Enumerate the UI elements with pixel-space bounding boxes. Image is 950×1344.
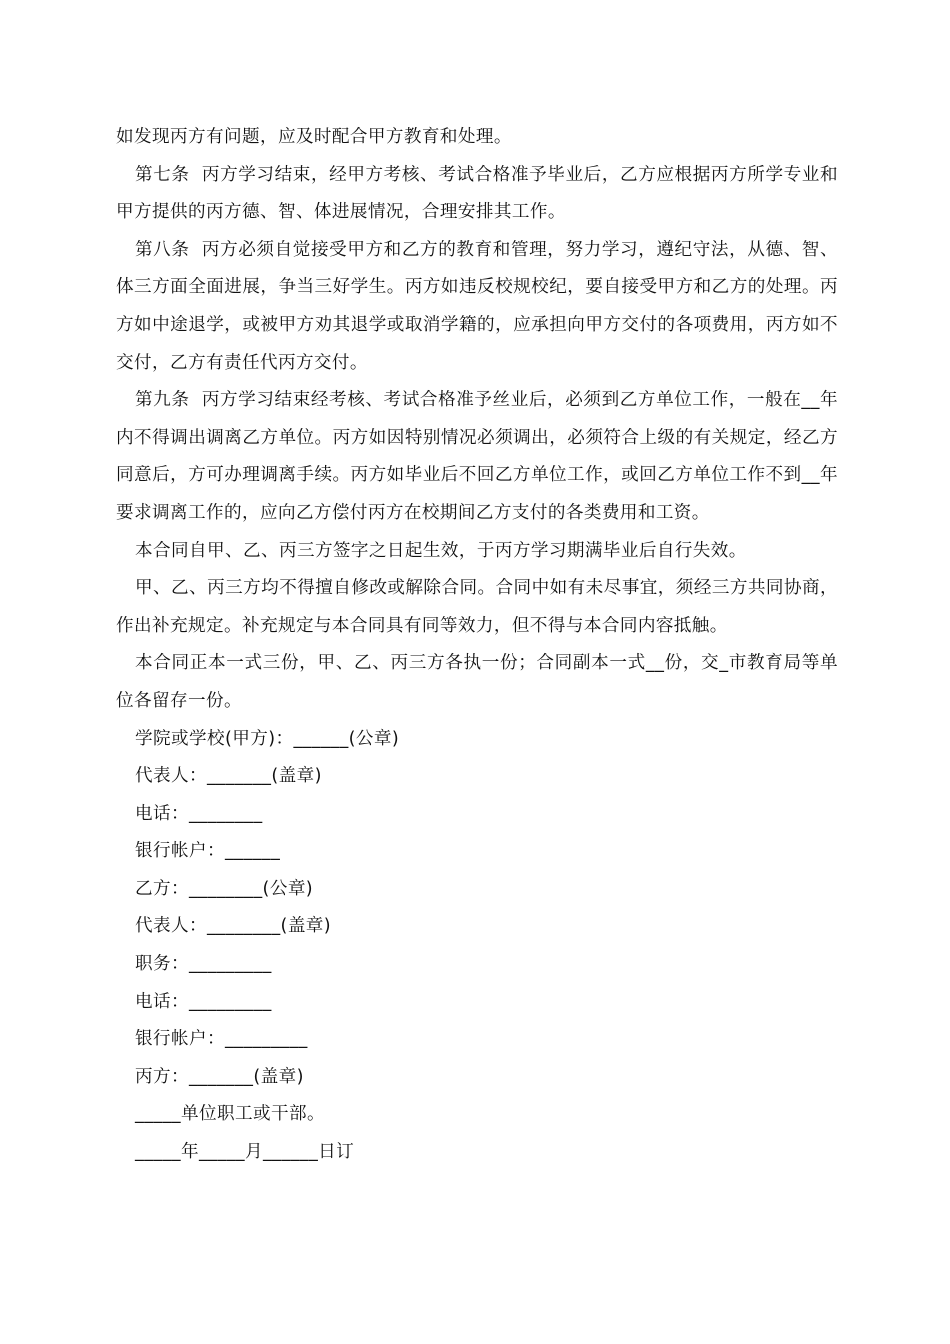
- paragraph-no-modification: 甲、乙、丙三方均不得擅自修改或解除合同。合同中如有未尽事宜，须经三方共同协商，作出补充规定。补充规定与本合同具有同等效力，但不得与本合同内容抵触。: [116, 578, 838, 636]
- signature-school-representative: 代表人：_______(盖章): [135, 766, 322, 787]
- paragraph-article-9: 第九条 丙方学习结束经考核、考试合格准予丝业后，必须到乙方单位工作，一般在__年内不得调出调离乙方单位。丙方如因特别情况必须调出，必须符合上级的有关规定，经乙方同意后，方可办理调离手续。丙方如毕业后不回乙方单位工作，或回乙方单位工作不到__年要求调离工作的，应向乙方偿付丙方在校期间乙方支付的各类费用和工资。: [116, 390, 838, 523]
- paragraph-continuation: 如发现丙方有问题，应及时配合甲方教育和处理。: [116, 127, 512, 147]
- signature-party-b: 乙方：________(公章): [135, 878, 314, 899]
- signature-party-c: 丙方：_______(盖章): [135, 1066, 304, 1087]
- paragraph-article-8: 第八条 丙方必须自觉接受甲方和乙方的教育和管理，努力学习，遵纪守法，从德、智、体三方面全面进展，争当三好学生。丙方如违反校规校纪，要自接受甲方和乙方的处理。丙方如中途退学，或被甲方劝其退学或取消学籍的，应承担向甲方交付的各项费用，丙方如不交付，乙方有责任代丙方交付。: [116, 239, 838, 373]
- signature-party-b-position: 职务：_________: [135, 954, 272, 975]
- signature-party-c-unit: _____单位职工或干部。: [135, 1104, 325, 1125]
- signature-party-b-phone: 电话：_________: [135, 991, 272, 1012]
- signature-block: [116, 721, 838, 1172]
- signature-school-bank-account: 银行帐户：______: [135, 841, 281, 862]
- document-body: [116, 119, 838, 1172]
- paragraph-article-7: 第七条 丙方学习结束，经甲方考核、考试合格准予毕业后，乙方应根据丙方所学专业和甲方提供的丙方德、智、体进展情况，合理安排其工作。: [116, 164, 838, 223]
- signature-party-b-representative: 代表人：________(盖章): [135, 916, 332, 937]
- paragraph-effective-date: 本合同自甲、乙、丙三方签字之日起生效，于丙方学习期满毕业后自行失效。: [135, 540, 747, 561]
- signature-school: 学院或学校(甲方)：______(公章): [135, 728, 400, 749]
- paragraph-copies: 本合同正本一式三份，甲、乙、丙三方各执一份；合同副本一式__份，交_市教育局等单位各留存一份。: [116, 653, 838, 711]
- signature-party-b-bank-account: 银行帐户：_________: [135, 1029, 308, 1050]
- signature-school-phone: 电话：________: [135, 803, 263, 824]
- signature-date: _____年_____月______日订: [135, 1142, 355, 1163]
